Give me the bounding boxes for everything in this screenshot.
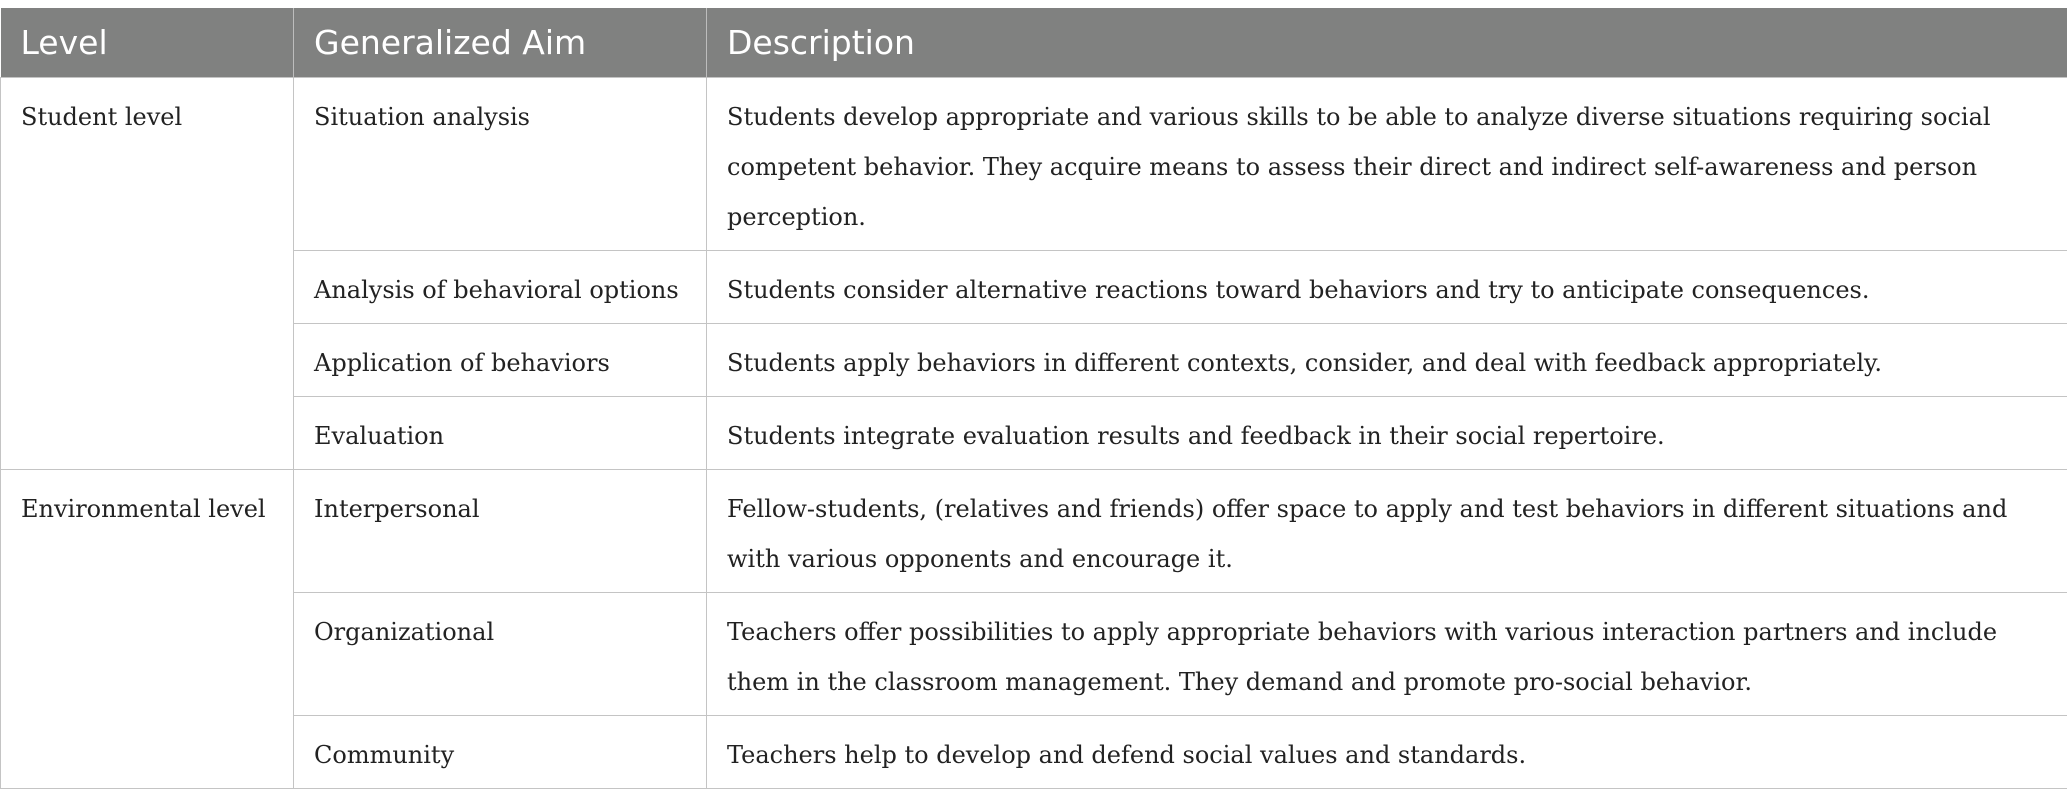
aim-cell: Evaluation	[294, 396, 707, 469]
aim-cell: Application of behaviors	[294, 323, 707, 396]
table-row	[1, 250, 2067, 323]
header-row	[1, 8, 2067, 77]
level-cell-environmental: Environmental level	[1, 469, 294, 788]
header-description: Description	[707, 8, 2067, 77]
description-cell: Students integrate evaluation results and feedback in their social repertoire.	[707, 396, 2067, 469]
table-row	[1, 592, 2067, 715]
aim-cell: Situation analysis	[294, 77, 707, 250]
table-row	[1, 396, 2067, 469]
table-row	[1, 469, 2067, 592]
description-cell: Teachers help to develop and defend social values and standards.	[707, 715, 2067, 788]
header-level: Level	[1, 8, 294, 77]
table-body	[1, 77, 2067, 788]
aims-table	[0, 8, 2067, 789]
table-header	[1, 8, 2067, 77]
aim-cell: Community	[294, 715, 707, 788]
description-cell: Students develop appropriate and various skills to be able to analyze diverse situations requiring social competent behavior. They acquire means to assess their direct and indirect self-awareness and person perception.	[707, 77, 2067, 250]
description-cell: Fellow-students, (relatives and friends) offer space to apply and test behaviors in different situations and with various opponents and encourage it.	[707, 469, 2067, 592]
aim-cell: Analysis of behavioral options	[294, 250, 707, 323]
level-cell-student: Student level	[1, 77, 294, 469]
table-row	[1, 715, 2067, 788]
description-cell: Students apply behaviors in different contexts, consider, and deal with feedback appropriately.	[707, 323, 2067, 396]
description-cell: Students consider alternative reactions toward behaviors and try to anticipate consequences.	[707, 250, 2067, 323]
aim-cell: Organizational	[294, 592, 707, 715]
description-cell: Teachers offer possibilities to apply appropriate behaviors with various interaction partners and include them in the classroom management. They demand and promote pro-social behavior.	[707, 592, 2067, 715]
aim-cell: Interpersonal	[294, 469, 707, 592]
table-row	[1, 323, 2067, 396]
header-generalized-aim: Generalized Aim	[294, 8, 707, 77]
table-row	[1, 77, 2067, 250]
aims-table-container	[0, 8, 2067, 789]
